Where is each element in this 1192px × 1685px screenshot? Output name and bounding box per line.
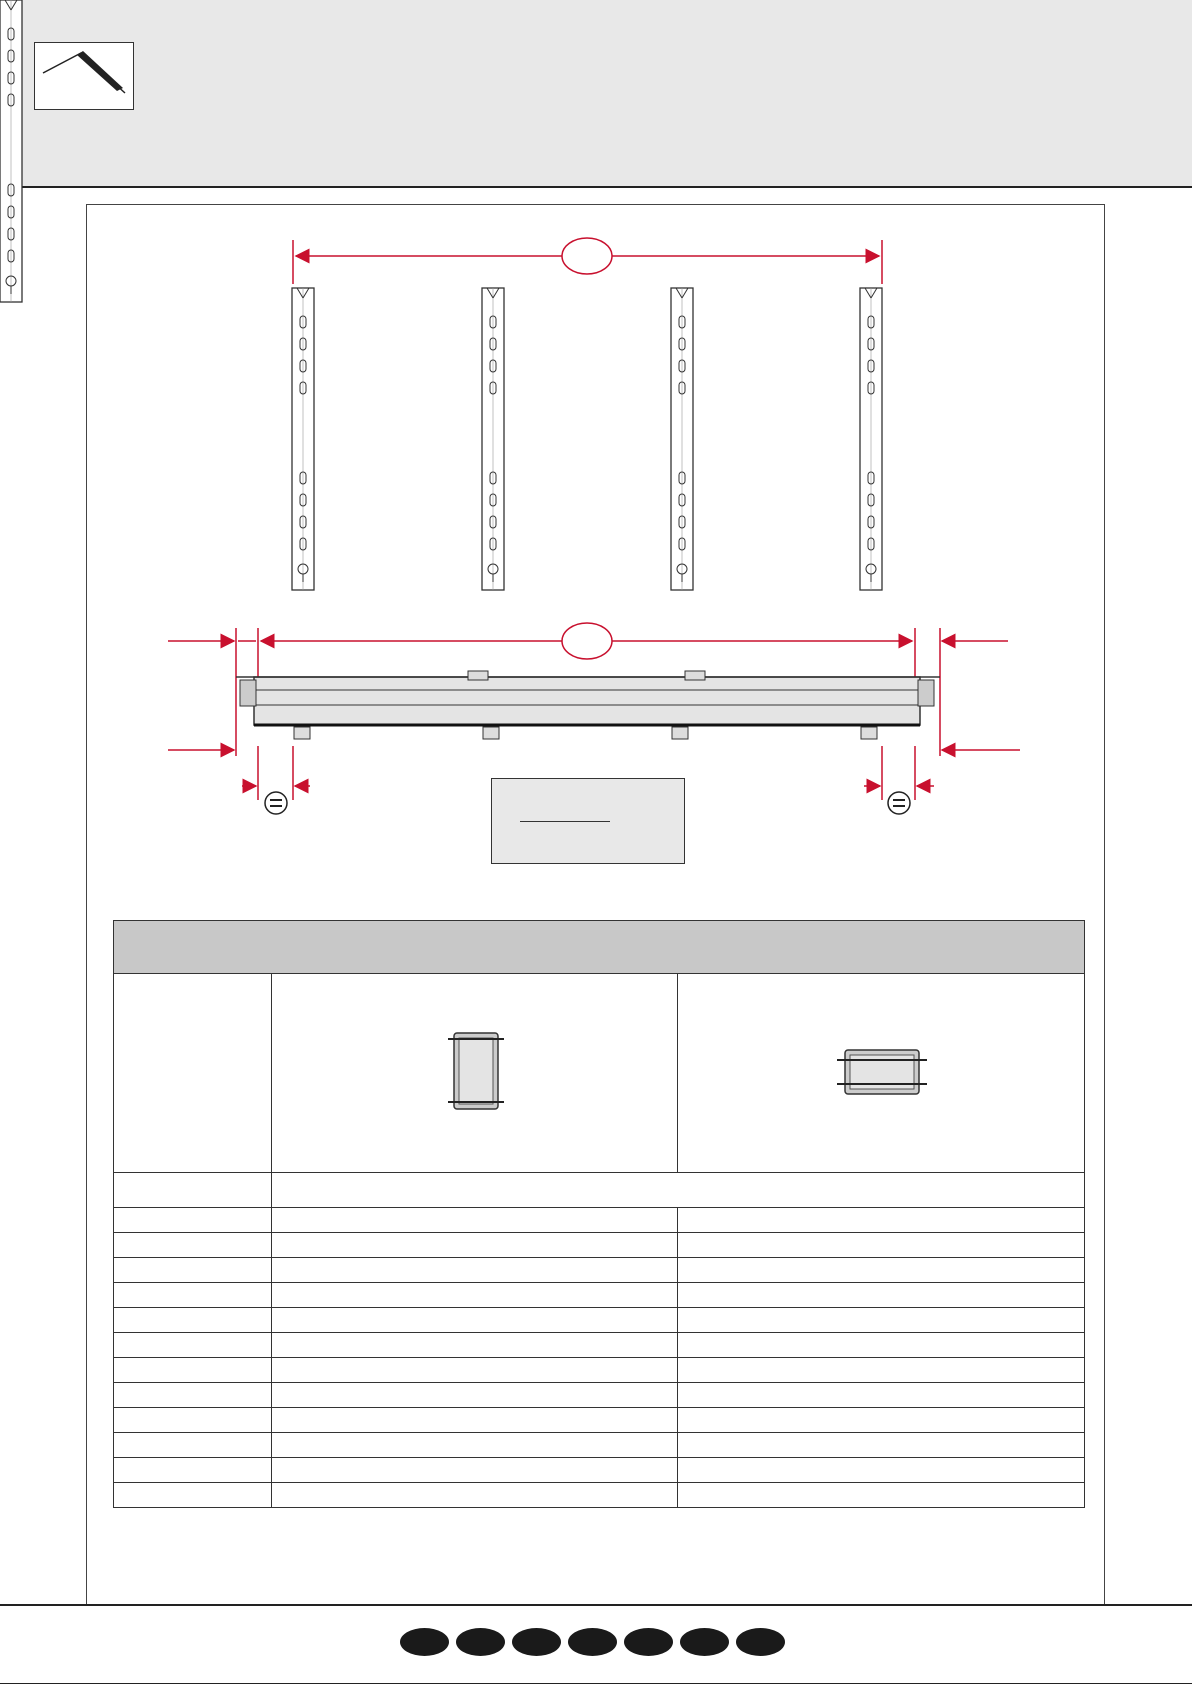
rail-4 — [860, 288, 882, 590]
landscape-panel-icon — [678, 974, 1085, 1173]
legend-line — [520, 821, 610, 822]
page-dot-6[interactable] — [680, 1628, 729, 1656]
table-row — [114, 1458, 1085, 1483]
mounting-table — [113, 920, 1085, 1508]
table-image-row — [114, 974, 1085, 1173]
page-dot-1[interactable] — [400, 1628, 449, 1656]
rail — [0, 0, 22, 302]
table-row — [114, 1173, 1085, 1208]
page-dot-7[interactable] — [736, 1628, 785, 1656]
page-dot-5[interactable] — [624, 1628, 673, 1656]
table-header-row — [114, 921, 1085, 974]
footer-divider — [0, 1604, 1192, 1606]
page-dot-3[interactable] — [512, 1628, 561, 1656]
page-dot-2[interactable] — [456, 1628, 505, 1656]
table-row — [114, 1258, 1085, 1283]
table-row — [114, 1283, 1085, 1308]
table-row — [114, 1358, 1085, 1383]
legend-box — [491, 778, 685, 864]
table-row — [114, 1233, 1085, 1258]
table-row — [114, 1333, 1085, 1358]
rail-3 — [671, 288, 693, 590]
table-row — [114, 1483, 1085, 1508]
table-row — [114, 1383, 1085, 1408]
table-row — [114, 1308, 1085, 1333]
equal-spacing-symbol-right — [888, 792, 910, 814]
table-row — [114, 1408, 1085, 1433]
page-dots — [400, 1628, 785, 1656]
page-dot-4[interactable] — [568, 1628, 617, 1656]
table-row — [114, 1208, 1085, 1233]
portrait-panel-icon — [271, 974, 678, 1173]
rail-2 — [482, 288, 504, 590]
table-row — [114, 1433, 1085, 1458]
rail-1 — [292, 288, 314, 590]
rail-spacing-dimension — [293, 238, 882, 284]
footer-bottom-line — [0, 1683, 1192, 1684]
panel-side-view — [168, 623, 1020, 800]
equal-spacing-symbol-left — [265, 792, 287, 814]
